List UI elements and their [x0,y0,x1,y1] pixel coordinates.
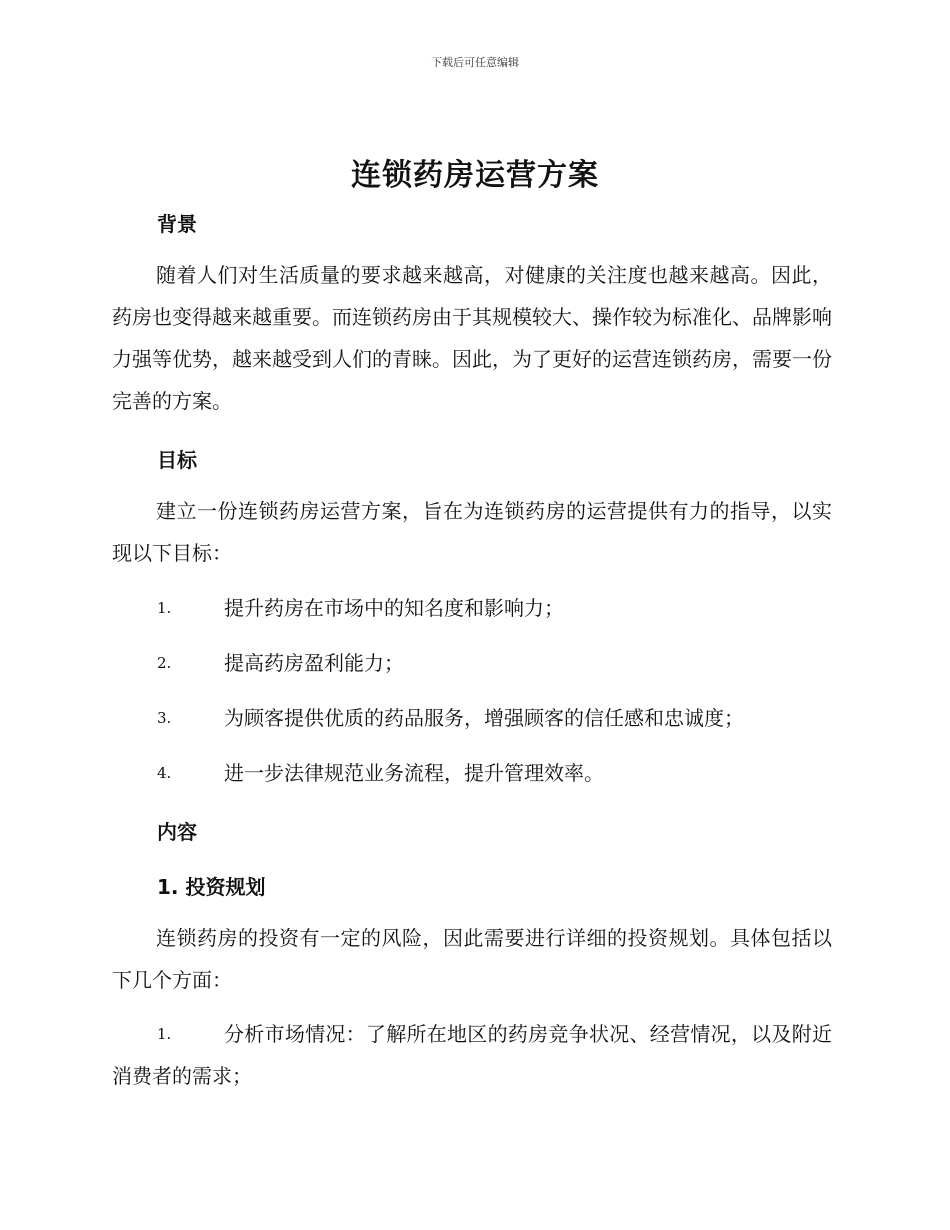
document-title: 连锁药房运营方案 [351,158,599,193]
paragraph-investment: 连锁药房的投资有一定的风险，因此需要进行详细的投资规划。具体包括以下几个方面： [112,926,832,992]
list-number: 4. [157,764,172,782]
paragraph-background: 随着人们对生活质量的要求越来越高，对健康的关注度也越来越高。因此，药房也变得越来越重要。而连锁药房由于其规模较大、操作较为标准化、品牌影响力强等优势，越来越受到人们的青睐。因此，为了更好的运营连锁药房，需要一份完善的方案。 [112,263,832,413]
heading-content: 内容 [157,820,197,844]
list-number: 2. [157,654,172,672]
goal-item-3 [157,697,832,739]
list-number: 1. [157,599,172,617]
list-text: 进一步法律规范业务流程，提升管理效率。 [224,761,604,785]
list-text: 提高药房盈利能力； [224,651,404,675]
subheading-investment-planning: 1. 投资规划 [157,875,266,899]
list-text: 分析市场情况：了解所在地区的药房竞争状况、经营情况，以及附近消费者的需求； [112,1022,832,1088]
heading-background: 背景 [157,212,197,236]
heading-goals: 目标 [157,448,197,472]
paragraph-goals: 建立一份连锁药房运营方案，旨在为连锁药房的运营提供有力的指导，以实现以下目标： [112,499,832,565]
goal-item-2 [157,642,832,684]
list-number: 3. [157,709,172,727]
header-note: 下载后可任意编辑 [431,56,519,69]
goal-item-4 [157,752,832,794]
investment-item-1 [112,1013,832,1097]
list-text: 提升药房在市场中的知名度和影响力； [224,596,564,620]
list-number: 1. [157,1025,172,1043]
goal-item-1 [157,587,832,629]
list-text: 为顾客提供优质的药品服务，增强顾客的信任感和忠诚度； [224,706,744,730]
